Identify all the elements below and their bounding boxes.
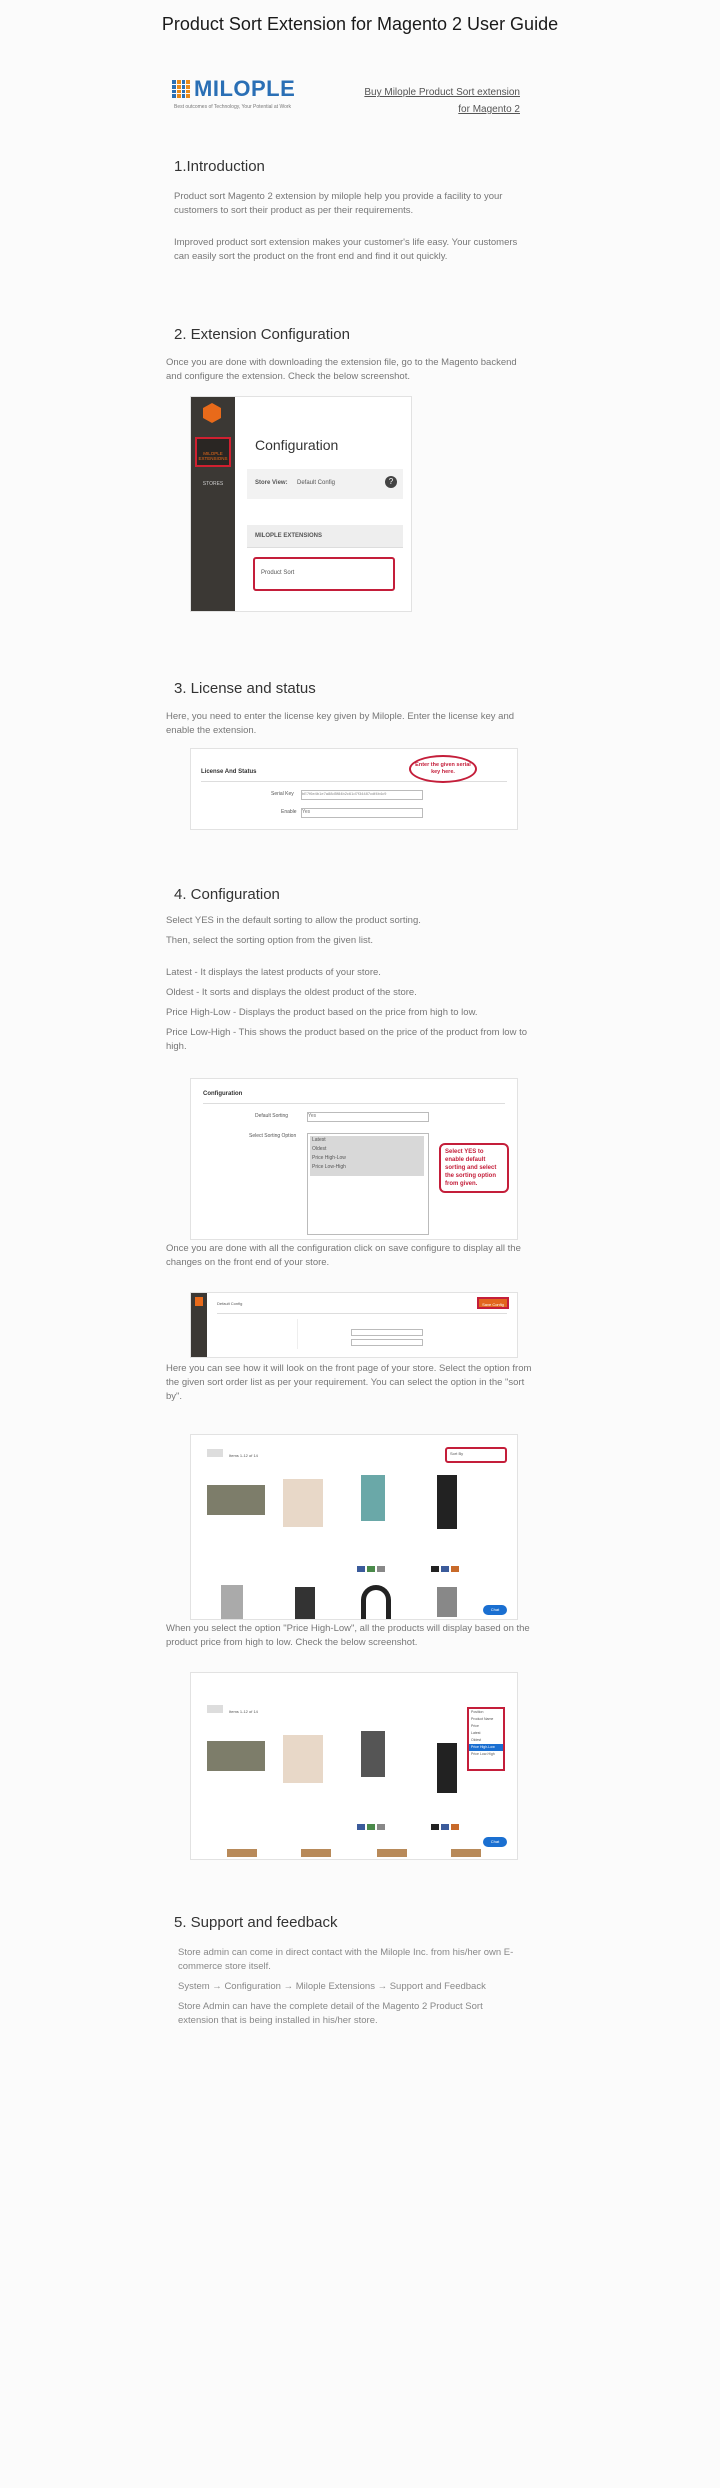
sorting-option-label: Select Sorting Option [249, 1133, 297, 1139]
support-paragraph-3: Store Admin can have the complete detail of the Magento 2 Product Sort extension that is being installed in his/her store. [178, 2001, 483, 2026]
chat-button: Chat [483, 1605, 507, 1615]
store-view-select: Default Config [297, 480, 336, 486]
sort-option: Price Low-High [312, 1164, 346, 1170]
sort-dropdown-highlight [467, 1707, 505, 1771]
config-field-1 [351, 1329, 423, 1336]
product-sort-highlight [253, 557, 395, 591]
save-config-button: Save Config [477, 1297, 509, 1309]
config-tabs [217, 1319, 298, 1349]
product-strip-3 [377, 1849, 407, 1857]
product-image-lighter [283, 1735, 323, 1783]
product-image-top [361, 1475, 385, 1521]
document-title: Product Sort Extension for Magento 2 User Guide [161, 14, 559, 34]
magento-logo-icon [203, 403, 221, 423]
product-image-leggings [437, 1475, 457, 1529]
config-latest: Latest - It displays the latest products of your store. [166, 967, 381, 978]
buy-extension-link[interactable] [340, 84, 520, 118]
magento-config-screenshot [190, 396, 412, 612]
sort-option: Price High-Low [312, 1155, 346, 1161]
config-paragraph-2: Then, select the sorting option from the given list. [166, 935, 373, 946]
product-image-shorts-2 [437, 1587, 457, 1617]
section-title: MILOPLE EXTENSIONS [255, 533, 323, 539]
scope-select: Default Config [217, 1301, 243, 1306]
sort-dropdown-option: Oldest [471, 1738, 482, 1742]
intro-paragraph-1: Product sort Magento 2 extension by milople help you provide a facility to your customers to sort their product as per their requirements. [174, 191, 503, 216]
buy-link-line-2[interactable]: for Magento 2 [458, 104, 520, 115]
config-paragraph-save: Once you are done with all the configuration click on save configure to display all the changes on the front end of your store. [166, 1243, 521, 1268]
intro-heading: 1.Introduction [174, 158, 265, 175]
sort-dropdown-option: Price Low-High [471, 1752, 495, 1756]
sorting-config-title: Configuration [203, 1091, 243, 1097]
ext-config-heading: 2. Extension Configuration [174, 326, 350, 343]
milople-logo [172, 76, 302, 120]
license-paragraph: Here, you need to enter the license key given by Milople. Enter the license key and enable the extension. [166, 711, 515, 736]
product-image-headphones [361, 1585, 391, 1619]
config-paragraph-frontend: Here you can see how it will look on the front page of your store. Select the option from the given sort order list as per your requirement. You can select the option in the "sort by". [166, 1363, 532, 1402]
license-divider [201, 781, 507, 782]
intro-paragraph-2: Improved product sort extension makes your customer's life easy. Your customers can easily sort the product on the front end and find it out quickly. [174, 237, 518, 262]
default-sorting-label: Default Sorting [255, 1113, 289, 1119]
support-heading: 5. Support and feedback [174, 1914, 338, 1931]
view-mode-icon [207, 1705, 223, 1713]
store-view-bar [247, 469, 403, 499]
stores-menu: STORES [202, 481, 224, 487]
product-image-pants [361, 1731, 385, 1777]
sort-dropdown-option: Price [471, 1724, 479, 1728]
config-price-high-low: Price High-Low - Displays the product based on the price from high to low. [166, 1007, 478, 1018]
sort-dropdown-option-selected: Price High-Low [469, 1744, 503, 1751]
product-image-dark [295, 1587, 315, 1619]
save-config-screenshot [190, 1292, 518, 1358]
ext-config-paragraph: Once you are done with downloading the extension file, go to the Magento backend and configure the extension. Check the below screenshot. [166, 357, 517, 382]
frontend-sort-screenshot [190, 1434, 518, 1620]
sort-option: Latest [312, 1137, 326, 1143]
license-screenshot [190, 748, 518, 830]
sort-dropdown-option: Position [471, 1710, 484, 1714]
sort-by-highlight [445, 1447, 507, 1463]
swatches [357, 1559, 387, 1577]
sorting-option-list [307, 1133, 429, 1235]
swatches-2 [431, 1817, 461, 1835]
sorting-divider [203, 1103, 505, 1104]
configuration-heading: 4. Configuration [174, 886, 280, 903]
sort-option: Oldest [312, 1146, 327, 1152]
product-image-tank [207, 1741, 265, 1771]
buy-link-line-1[interactable]: Buy Milople Product Sort extension [364, 87, 520, 98]
support-path: System → Configuration → Milople Extensions → Support and Feedback [178, 1981, 486, 1992]
serial-key-callout: Enter the given serial key here. [409, 755, 477, 783]
logo-tagline: Best outcomes of Technology, Your Potential at Work [174, 104, 292, 110]
sort-dropdown-option: Product Name [471, 1717, 494, 1721]
serial-key-label: Serial Key [271, 791, 294, 797]
config-field-2 [351, 1339, 423, 1346]
product-image-lighter [283, 1479, 323, 1527]
milople-extensions-section [247, 525, 403, 548]
admin-sidebar-small [191, 1293, 207, 1357]
sorting-options-selected [310, 1136, 424, 1176]
logo-text: MILOPLE [194, 76, 296, 101]
sort-dropdown-option: Latest [471, 1731, 481, 1735]
enable-label: Enable [281, 809, 297, 815]
frontend-price-sort-screenshot [190, 1672, 518, 1860]
save-divider [217, 1313, 507, 1314]
config-oldest: Oldest - It sorts and displays the oldest product of the store. [166, 987, 417, 998]
product-sort-item: Product Sort [261, 570, 295, 576]
logo-grid-icon [172, 80, 190, 98]
license-heading: 3. License and status [174, 680, 316, 697]
product-image-tank [207, 1485, 265, 1515]
sort-by-label: Sort By [450, 1451, 464, 1456]
product-strip-1 [227, 1849, 257, 1857]
config-paragraph-price-high-low: When you select the option "Price High-Low", all the products will display based on the product price from high to low. Check the below screenshot. [166, 1623, 530, 1648]
enable-select: Yes [301, 808, 423, 818]
default-sorting-select: Yes [307, 1112, 429, 1122]
serial-key-field: bE7f6e4b1e7a88d5f84b2c61d7f34487cdf4b4c9 [301, 790, 423, 800]
config-price-low-high: Price Low-High - This shows the product based on the price of the product from low to high. [166, 1027, 528, 1052]
config-title: Configuration [255, 437, 339, 453]
sorting-config-screenshot [190, 1078, 518, 1240]
product-image-shorts [221, 1585, 243, 1619]
items-count: Items 1-12 of 14 [229, 1709, 258, 1714]
product-strip-4 [451, 1849, 481, 1857]
store-view-label: Store View: [255, 480, 288, 486]
sorting-callout: Select YES to enable default sorting and select the sorting option from given. [439, 1143, 509, 1193]
admin-sidebar [191, 397, 235, 611]
license-title: License And Status [201, 769, 257, 775]
view-mode-icon [207, 1449, 223, 1457]
magento-logo-icon [195, 1297, 203, 1306]
swatches [357, 1817, 387, 1835]
help-icon: ? [385, 476, 397, 488]
items-count: Items 1-12 of 14 [229, 1453, 258, 1458]
config-paragraph-1: Select YES in the default sorting to allow the product sorting. [166, 915, 421, 926]
product-strip-2 [301, 1849, 331, 1857]
support-paragraph-1: Store admin can come in direct contact with the Milople Inc. from his/her own E-commerce store itself. [178, 1947, 514, 1972]
milople-extensions-menu: MILOPLE EXTENSIONS [195, 437, 231, 467]
chat-button: Chat [483, 1837, 507, 1847]
swatches-2 [431, 1559, 461, 1577]
product-image-leggings [437, 1743, 457, 1793]
